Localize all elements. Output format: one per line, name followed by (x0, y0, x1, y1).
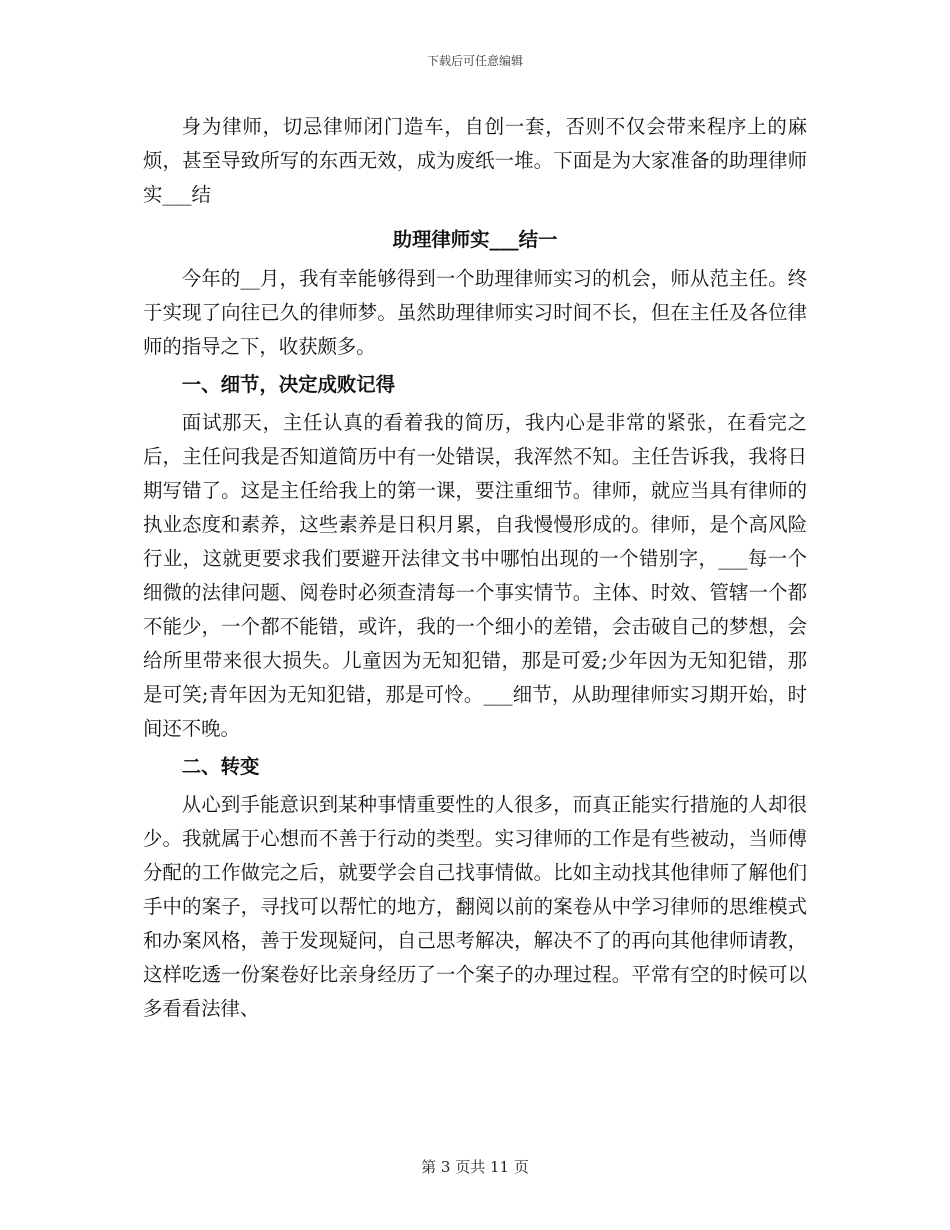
document-body (143, 110, 807, 1026)
page-footer: 第 3 页共 11 页 (421, 1158, 529, 1176)
page-header: 下载后可任意编辑 (426, 54, 523, 68)
section-body-2: 从心到手能意识到某种事情重要性的人很多，而真正能实行措施的人却很少。我就属于心想而不善于行动的类型。实习律师的工作是有些被动，当师傅分配的工作做完之后，就要学会自己找事情做。比如主动找其他律师了解他们手中的案子，寻找可以帮忙的地方，翻阅以前的案卷从中学习律师的思维模式和办案风格，善于发现疑问，自己思考解决，解决不了的再向其他律师请教，这样吃透一份案卷好比亲身经历了一个案子的办理过程。平常有空的时候可以多看看法律、 (143, 793, 807, 1020)
section-heading-2: 二、转变 (181, 755, 260, 778)
section-body-1: 面试那天，主任认真的看着我的简历，我内心是非常的紧张，在看完之后，主任问我是否知道简历中有一处错误，我浑然不知。主任告诉我，我将日期写错了。这是主任给我上的第一课，要注重细节。律师，就应当具有律师的执业态度和素养，这些素养是日积月累，自我慢慢形成的。律师，是个高风险行业，这就更要求我们要避开法律文书中哪怕出现的一个错别字，___每一个细微的法律问题、阅卷时必须查清每一个事实情节。主体、时效、管辖一个都不能少，一个都不能错，或许，我的一个细小的差错，会击破自己的梦想，会给所里带来很大损失。儿童因为无知犯错，那是可爱;少年因为无知犯错，那是可笑;青年因为无知犯错，那是可怜。___细节，从助理律师实习期开始，时间还不晚。 (143, 411, 807, 740)
section-heading-1: 一、细节，决定成败记得 (181, 373, 396, 396)
paragraph-opening: 今年的__月，我有幸能够得到一个助理律师实习的机会，师从范主任。终于实现了向往已久的律师梦。虽然助理律师实习时间不长，但在主任及各位律师的指导之下，收获颇多。 (143, 267, 807, 358)
document-title: 助理律师实___结一 (392, 228, 558, 251)
intro-paragraph: 身为律师，切忌律师闭门造车，自创一套，否则不仅会带来程序上的麻烦，甚至导致所写的东西无效，成为废纸一堆。下面是为大家准备的助理律师实___结 (143, 115, 807, 206)
